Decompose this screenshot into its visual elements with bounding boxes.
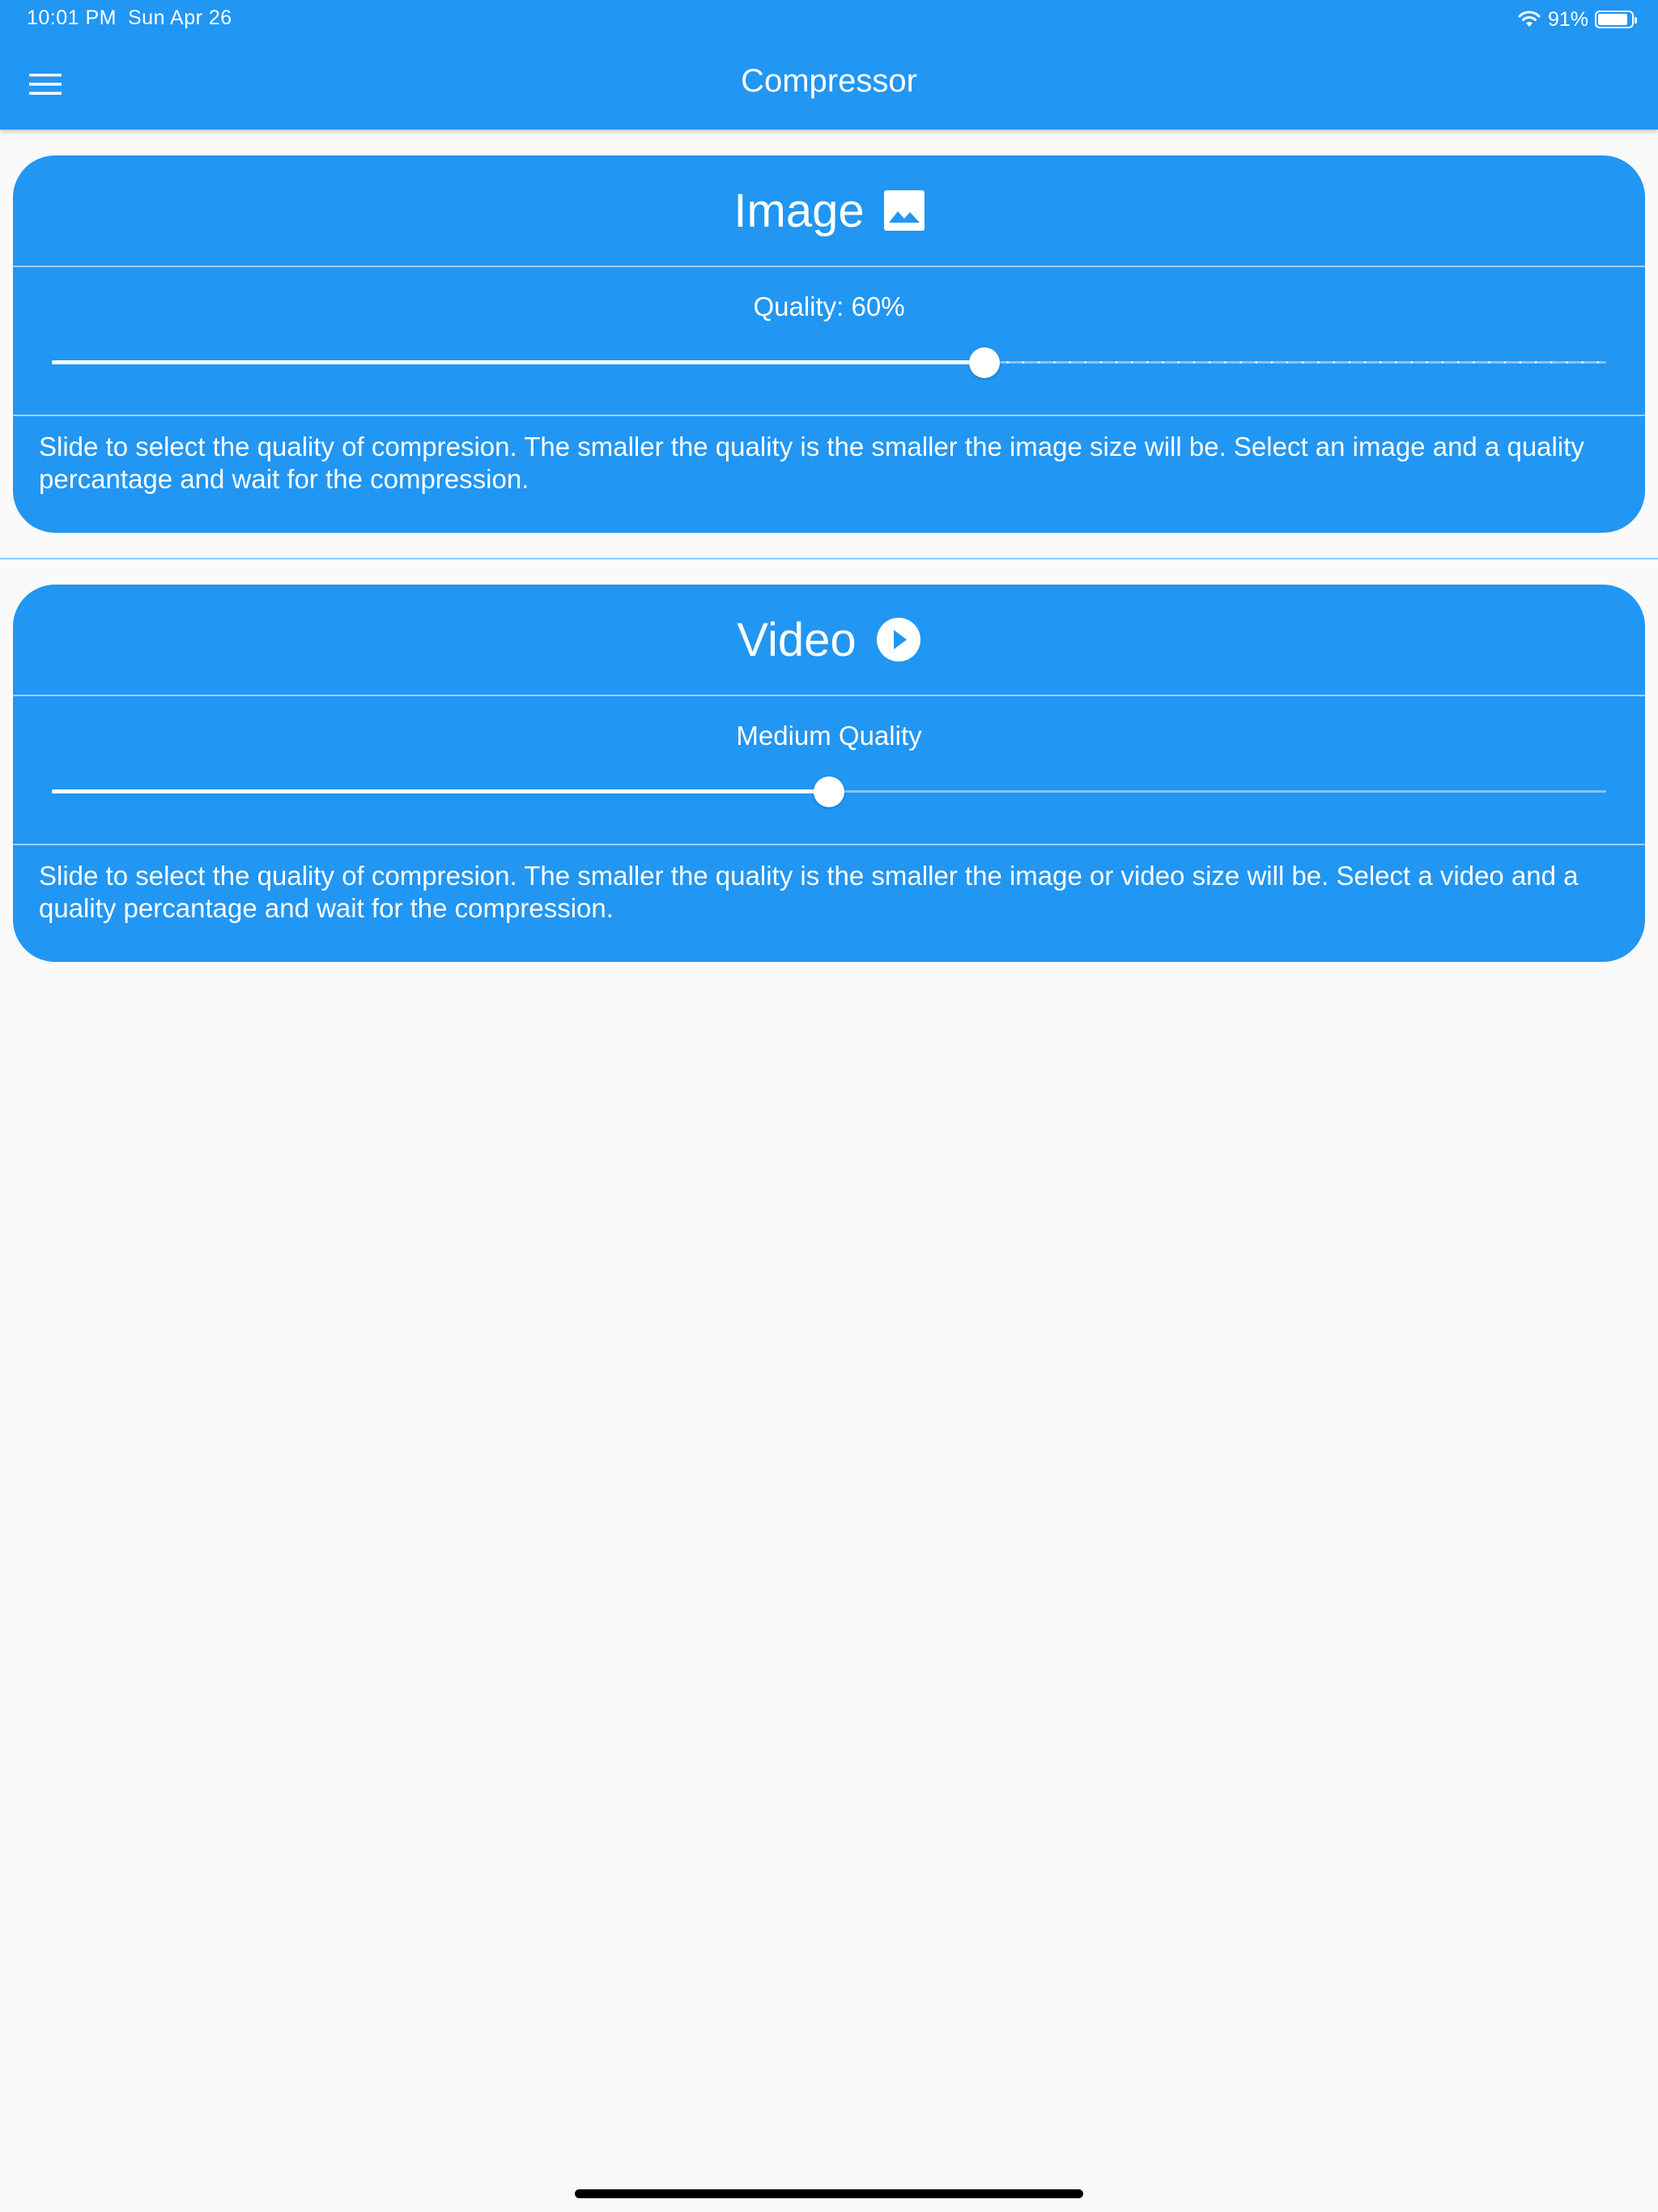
- video-card: [13, 585, 1645, 962]
- image-quality-label: Quality: 60%: [753, 291, 905, 321]
- battery-percent: 91%: [1547, 7, 1588, 31]
- slider-thumb[interactable]: [969, 347, 1000, 378]
- video-card-divider-bottom: [13, 844, 1645, 845]
- home-indicator[interactable]: [575, 2189, 1083, 2198]
- slider-ticks: [984, 361, 1606, 364]
- slider-active-track: [52, 360, 984, 364]
- image-card-divider-top: [13, 266, 1645, 267]
- battery-icon: [1595, 11, 1634, 28]
- play-circle-icon: [876, 617, 921, 662]
- image-card-description: Slide to select the quality of compresion. The smaller the quality is the smaller the image size will be. Select an image and a quality percantage and wait for the compression.: [39, 432, 1584, 494]
- video-card-divider-top: [13, 695, 1645, 696]
- status-time: 10:01 PM: [27, 6, 117, 29]
- image-icon: [884, 190, 925, 231]
- page-title: Compressor: [741, 63, 917, 99]
- video-card-description: Slide to select the quality of compresion. The smaller the quality is the smaller the image or video size will be. Select a video and a quality percantage and wait for the compression.: [39, 861, 1579, 923]
- slider-thumb[interactable]: [814, 776, 844, 807]
- battery-level: [1598, 14, 1627, 25]
- slider-active-track: [52, 789, 829, 793]
- status-date: Sun Apr 26: [128, 6, 232, 29]
- video-card-header: [13, 585, 1645, 695]
- app-bar: [0, 0, 1658, 130]
- status-indicators: [1517, 6, 1634, 32]
- image-card-divider-bottom: [13, 415, 1645, 416]
- image-card-header: [13, 155, 1645, 266]
- image-quality-slider[interactable]: [52, 347, 1606, 379]
- video-quality-label: Medium Quality: [736, 721, 922, 751]
- image-card-title: Image: [733, 184, 865, 237]
- wifi-icon: [1517, 10, 1541, 29]
- video-quality-slider[interactable]: [52, 776, 1606, 808]
- video-card-title: Video: [737, 613, 857, 666]
- image-card: [13, 155, 1645, 533]
- section-divider: [0, 558, 1658, 559]
